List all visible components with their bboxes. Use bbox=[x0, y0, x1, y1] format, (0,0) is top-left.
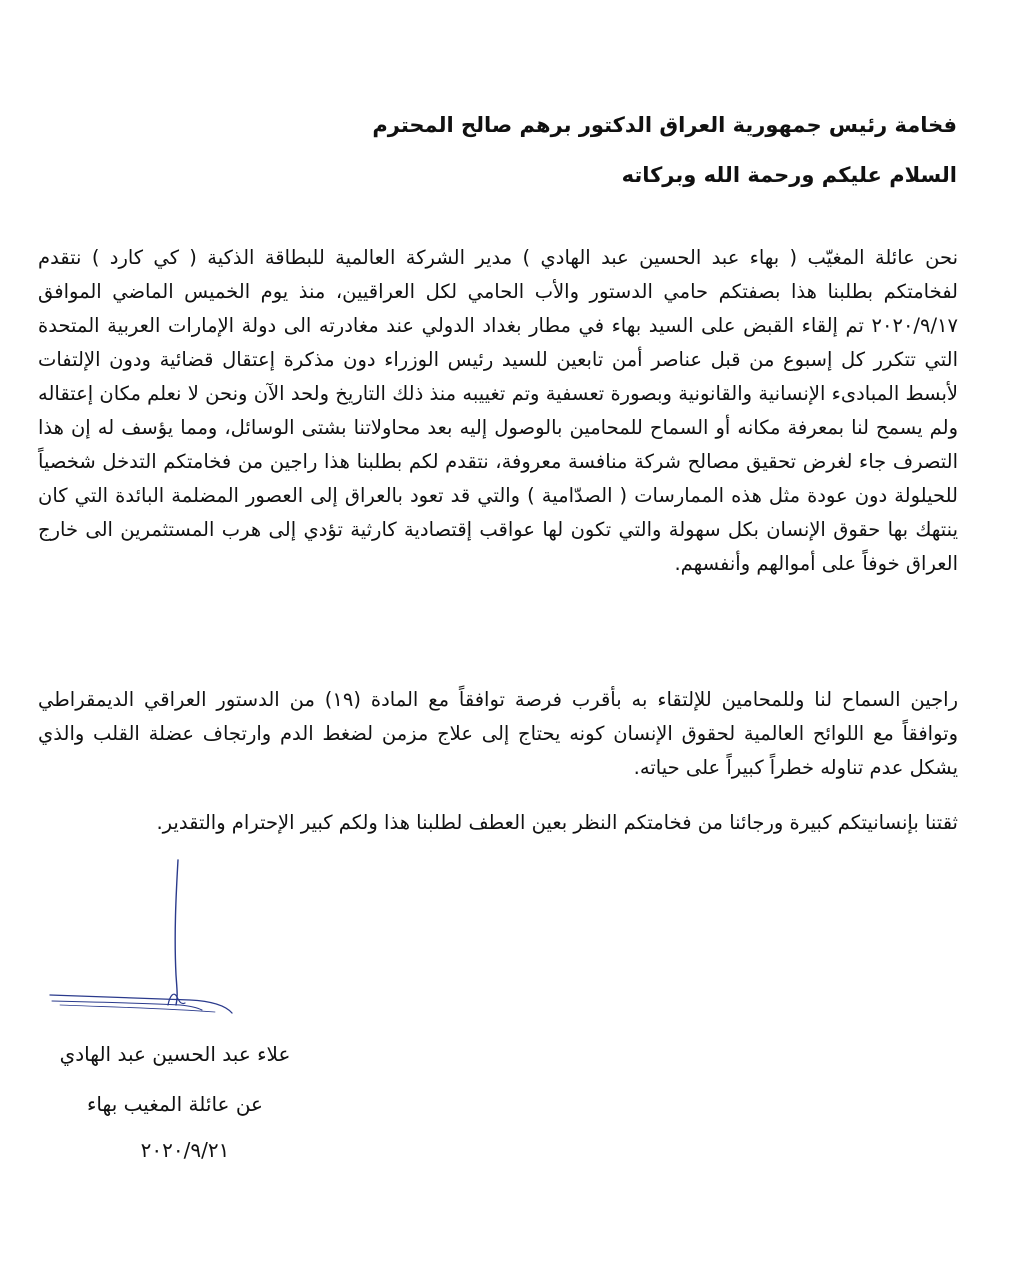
signatory-name: علاء عبد الحسين عبد الهادي bbox=[59, 1042, 291, 1066]
letter-date: ٢٠٢٠/٩/٢١ bbox=[140, 1138, 230, 1162]
letter-paragraph: نحن عائلة المغيّب ( بهاء عبد الحسين عبد الهادي ) مدير الشركة العالمية للبطاقة الذكية ( كي كارد ) نتقدم لفخامتكم بطلبنا هذا بصفتكم حامي الدستور والأب الحامي لكل العراقيين، منذ يوم الخميس الماضي الموافق ٢٠٢٠/٩/١٧ تم إلقاء القبض على السيد بهاء في مطار بغداد الدولي عند مغادرته الى دولة الإمارات العربية المتحدة التي تتكرر كل إسبوع من قبل عناصر أمن تابعين للسيد رئيس الوزراء دون مذكرة إعتقال قضائية ودون الإلتفات لأبسط المبادىء الإنسانية والقانونية وبصورة تعسفية وتم تغييبه منذ ذلك التاريخ ولحد الآن ونحن لا نعلم مكان إعتقاله ولم يسمح لنا بمعرفة مكانه أو السماح للمحامين بالوصول إليه بعد محاولاتنا بشتى الوسائل، ومما يؤسف له إن هذا التصرف جاء لغرض تحقيق مصالح شركة منافسة معروفة، نتقدم لكم بطلبنا هذا راجين من فخامتكم التدخل شخصياً للحيلولة دون عودة مثل هذه الممارسات ( الصدّامية ) والتي قد تعود بالعراق إلى العصور المضلمة البائدة التي كان ينتهك بها حقوق الإنسان بكل سهولة والتي تكون لها عواقب إقتصادية كارثية تؤدي إلى هرب المستثمرين الى خارج العراق خوفاً على أموالهم وأنفسهم. bbox=[38, 246, 958, 575]
letter-paragraph: راجين السماح لنا وللمحامين للإلتقاء به بأقرب فرصة توافقاً مع المادة (١٩) من الدستور العراقي الديمقراطي وتوافقاً مع اللوائح العالمية لحقوق الإنسان كونه يحتاج إلى علاج مزمن لضغط الدم وارتجاف عضلة القلب والذي يشكل عدم تناوله خطراً كبيراً على حياته. bbox=[38, 688, 958, 779]
letter-paragraph: ثقتنا بإنسانيتكم كبيرة ورجائنا من فخامتكم النظر بعين العطف لطلبنا هذا ولكم كبير الإحترام والتقدير. bbox=[156, 811, 958, 834]
letter-addressee: فخامة رئيس جمهورية العراق الدكتور برهم صالح المحترم bbox=[372, 113, 957, 137]
letter-greeting: السلام عليكم ورحمة الله وبركاته bbox=[621, 163, 957, 187]
signatory-affiliation: عن عائلة المغيب بهاء bbox=[87, 1092, 263, 1116]
handwritten-signature bbox=[40, 855, 240, 1045]
